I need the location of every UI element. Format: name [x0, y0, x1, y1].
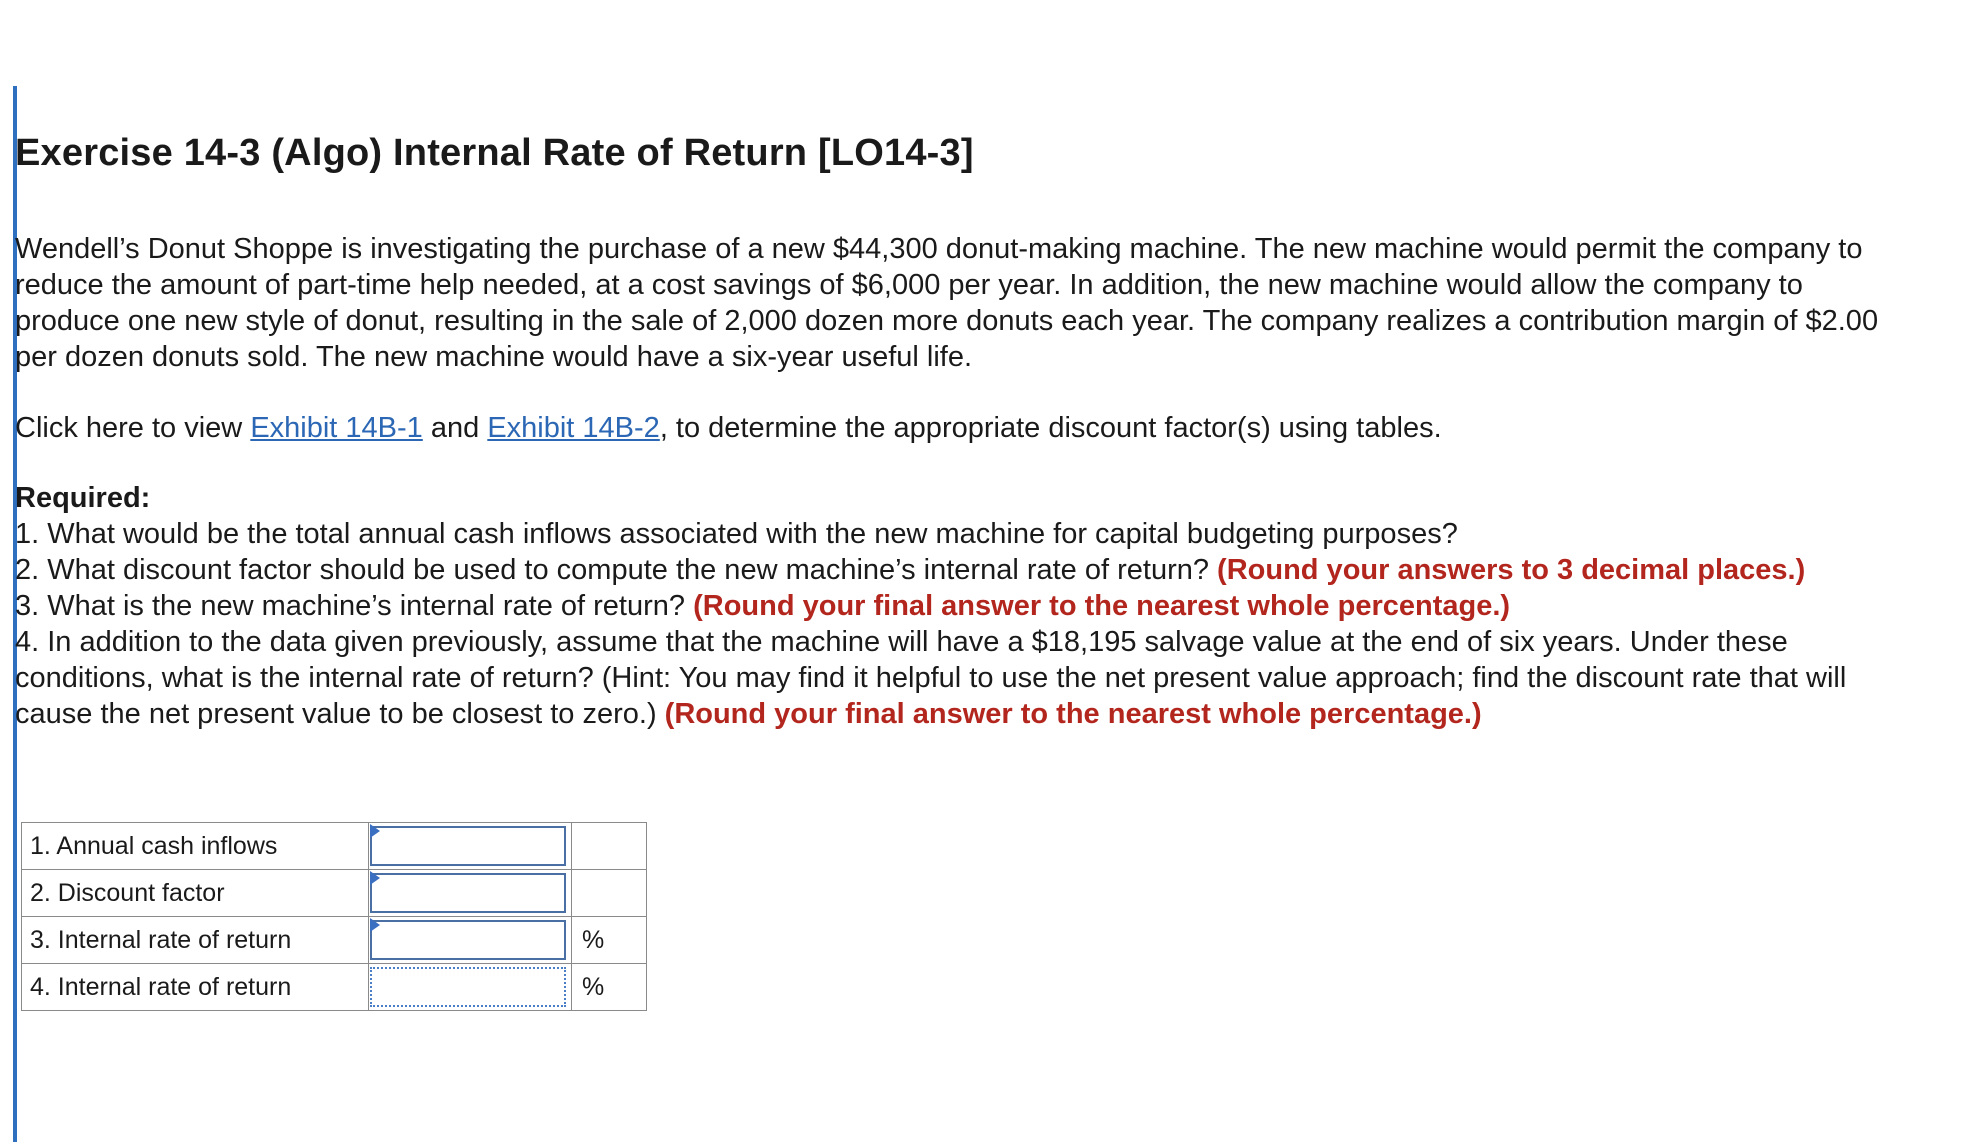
input-marker-icon	[370, 824, 380, 838]
input-marker-icon	[370, 918, 380, 932]
answer-field-cell	[369, 964, 572, 1011]
percent-unit: %	[572, 917, 647, 964]
answer-label: 2. Discount factor	[22, 870, 369, 917]
discount-factor-input[interactable]	[370, 873, 566, 913]
answer-row-discount-factor	[22, 870, 647, 917]
answer-label: 4. Internal rate of return	[22, 964, 369, 1011]
exercise-content	[15, 128, 1945, 732]
requirement-2	[15, 552, 1915, 588]
requirement-1	[15, 516, 1915, 552]
exhibit-14b-2-link[interactable]: Exhibit 14B-2	[487, 412, 660, 444]
irr-input[interactable]	[370, 920, 566, 960]
requirement-1-text: 1. What would be the total annual cash inflows associated with the new machine for capital budgeting purposes?	[15, 518, 1458, 550]
required-heading: Required:	[15, 482, 151, 514]
exhibit-prefix-text: Click here to view	[15, 412, 251, 444]
requirement-4-text: 4. In addition to the data given previously, assume that the machine will have a $18,195 salvage value at the end of six years. Under these conditions, what is the internal rate of return? (Hint: You may find it helpful to use the net present value approach; find the discount rate that will cause the net present value to be closest to zero.)	[15, 626, 1847, 730]
requirement-3-rounding-note: (Round your final answer to the nearest whole percentage.)	[693, 590, 1511, 622]
answer-row-irr	[22, 917, 647, 964]
answer-field-cell	[369, 917, 572, 964]
answer-row-irr-salvage	[22, 964, 647, 1011]
requirement-2-rounding-note: (Round your answers to 3 decimal places.)	[1217, 554, 1806, 586]
problem-intro: Wendell’s Donut Shoppe is investigating the purchase of a new $44,300 donut-making machine. The new machine would permit the company to reduce the amount of part-time help needed, at a cost savings of $6,000 per year. In addition, the new machine would allow the company to produce one new style of donut, resulting in the sale of 2,000 dozen more donuts each year. The company realizes a contribution margin of $2.00 per dozen donuts sold. The new machine would have a six-year useful life.	[15, 233, 1879, 373]
exhibit-and-text: and	[422, 412, 488, 444]
answer-row-annual-cash-inflows	[22, 823, 647, 870]
answer-field-cell	[369, 870, 572, 917]
answer-unit	[572, 870, 647, 917]
requirement-4	[15, 624, 1915, 732]
answer-label: 1. Annual cash inflows	[22, 823, 369, 870]
requirement-2-text: 2. What discount factor should be used to compute the new machine’s internal rate of return?	[15, 554, 1218, 586]
percent-unit: %	[572, 964, 647, 1011]
exhibit-14b-1-link[interactable]: Exhibit 14B-1	[250, 412, 423, 444]
requirement-3	[15, 588, 1915, 624]
exhibit-suffix-text: , to determine the appropriate discount factor(s) using tables.	[659, 412, 1442, 444]
answer-unit	[572, 823, 647, 870]
requirement-4-rounding-note: (Round your final answer to the nearest whole percentage.)	[664, 698, 1482, 730]
requirement-3-text: 3. What is the new machine’s internal rate of return?	[15, 590, 694, 622]
irr-with-salvage-input[interactable]	[370, 967, 566, 1007]
required-section	[15, 480, 1945, 732]
answer-label: 3. Internal rate of return	[22, 917, 369, 964]
exercise-title: Exercise 14-3 (Algo) Internal Rate of Return [LO14-3]	[15, 132, 974, 174]
exhibit-links-line	[15, 410, 1945, 446]
annual-cash-inflows-input[interactable]	[370, 826, 566, 866]
answer-table	[21, 822, 647, 1011]
answer-field-cell	[369, 823, 572, 870]
input-marker-icon	[370, 871, 380, 885]
